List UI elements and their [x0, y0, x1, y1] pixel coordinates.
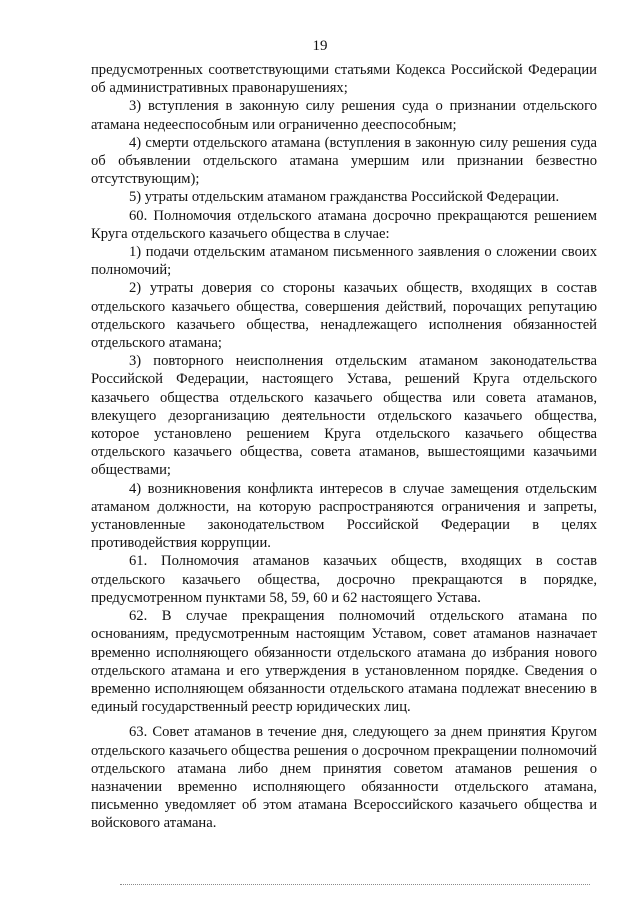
- paragraph-item-5: 5) утраты отдельским атаманом гражданства Российской Федерации.: [129, 189, 560, 206]
- paragraph-clause-60-item-3: 3) повторного неисполнения отдельским атаманом законодательства Российской Федерации, настоящего Устава, решений Круга отдельского казачьего общества отдельского казачьего общества или совета атаманов, влекущего дезорганизацию деятельности отдельского казачьего общества, которое установлено решением Круга отдельского казачьего общества отдельского казачьего общества, совета атаманов, вышестоящими казачьими обществами;: [91, 353, 597, 479]
- paragraph-clause-60-item-1: 1) подачи отдельским атаманом письменного заявления о сложении своих полномочий;: [91, 244, 597, 279]
- paragraph-item-3: 3) вступления в законную силу решения суда о признании отдельского атамана недееспособным или ограниченно дееспособным;: [91, 98, 597, 133]
- page-number: 19: [312, 38, 328, 54]
- paragraph-item-4: 4) смерти отдельского атамана (вступления в законную силу решения суда об объявлении отдельского атамана умершим или признании безвестно отсутствующим);: [91, 134, 597, 188]
- footer-divider: [120, 884, 590, 885]
- paragraph-clause-60-item-4: 4) возникновения конфликта интересов в случае замещения отдельским атаманом должности, на которую распространяются ограничения и запреты, установленные законодательством Российской Федерации в целях противодействия коррупции.: [91, 480, 597, 552]
- paragraph-clause-63: 63. Совет атаманов в течение дня, следующего за днем принятия Кругом отдельского казачьего общества решения о досрочном прекращении полномочий отдельского атамана либо днем принятия советом атаманов решения о назначении временно исполняющего обязанности отдельского атамана, письменно уведомляет об этом атамана Всероссийского казачьего общества и войскового атамана.: [91, 724, 597, 832]
- paragraph-clause-60-item-2: 2) утраты доверия со стороны казачьих обществ, входящих в состав отдельского казачьего общества, совершения действий, порочащих репутацию отдельского казачьего общества, ненадлежащего исполнения обязанностей отдельского атамана;: [91, 280, 597, 352]
- paragraph-clause-62: 62. В случае прекращения полномочий отдельского атамана по основаниям, предусмотренным настоящим Уставом, совет атаманов назначает временно исполняющего обязанности отдельского атамана до избрания нового отдельского атамана и его утверждения в установленном порядке. Сведения о временно исполняющем обязанности отдельского атамана подлежат внесению в единый государственный реестр юридических лиц.: [91, 608, 597, 716]
- paragraph-continuation: предусмотренных соответствующими статьями Кодекса Российской Федерации об административных правонарушениях;: [91, 62, 597, 97]
- paragraph-clause-61: 61. Полномочия атаманов казачьих обществ, входящих в состав отдельского казачьего общества, досрочно прекращаются в порядке, предусмотренном пунктами 58, 59, 60 и 62 настоящего Устава.: [91, 553, 597, 606]
- paragraph-clause-60: 60. Полномочия отдельского атамана досрочно прекращаются решением Круга отдельского казачьего общества в случае:: [91, 207, 597, 242]
- document-body: [91, 61, 597, 833]
